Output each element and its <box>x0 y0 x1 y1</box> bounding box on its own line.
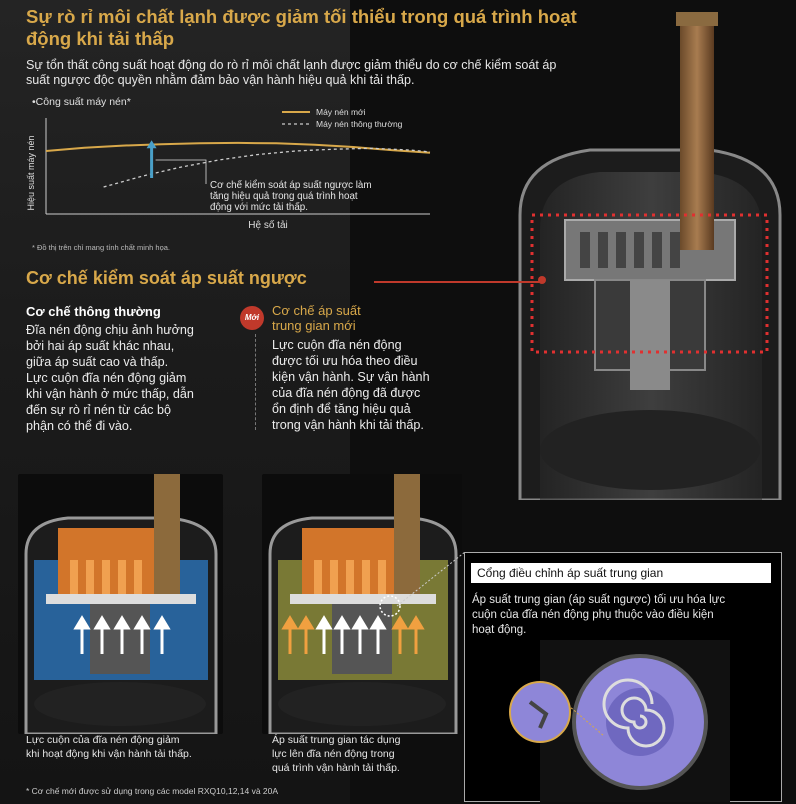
legend-label: Máy nén thông thường <box>316 119 403 129</box>
text-line: được tối ưu hóa theo điều <box>272 354 418 368</box>
caption-line: Lực cuộn của đĩa nén động giảm <box>26 734 180 746</box>
conventional-caption <box>26 733 246 761</box>
annotation-line: động với mức tải thấp. <box>210 202 308 213</box>
text-line: của đĩa nén động đã được <box>272 386 421 400</box>
column-divider <box>255 334 256 430</box>
heading-line: Cơ chế áp suất <box>272 303 361 318</box>
caption-line: lực lên đĩa nén động trong <box>272 748 395 760</box>
text-line: Áp suất trung gian (áp suất ngược) tối ưu hóa lực <box>472 594 726 606</box>
text-line: hoạt động. <box>472 624 527 636</box>
caption-line: khi hoạt động khi vận hành tải thấp. <box>26 748 192 760</box>
text-line: giữa áp suất cao và thấp. <box>26 355 169 369</box>
port-connector-line <box>395 550 470 610</box>
text-line: trong vận hành khi tải thấp. <box>272 418 424 432</box>
pointer-dot <box>538 276 546 284</box>
text-line: Đĩa nén động chịu ảnh hưởng <box>26 323 194 337</box>
section-pointer-line <box>374 281 539 283</box>
text-line: phận có thể đi vào. <box>26 419 133 433</box>
conventional-heading: Cơ chế thông thường <box>26 304 161 319</box>
chart-caption: •Công suất máy nén* <box>32 96 131 108</box>
annotation-line: tăng hiệu quả trong quá trình hoạt <box>210 191 358 202</box>
new-badge: Mới <box>240 306 264 330</box>
conventional-mechanism-illustration <box>18 474 223 734</box>
text-line: đến sự rò rỉ nén từ các bộ <box>26 403 171 417</box>
page-title: Sự rò rỉ môi chất lạnh được giảm tối thiểu trong quá trình hoạt động khi tải thấp <box>26 6 577 49</box>
scroll-plate-closeup <box>500 640 730 802</box>
caption-line: quá trình vận hành tải thấp. <box>272 762 400 774</box>
y-axis-label: Hiệu suất máy nén <box>26 135 36 211</box>
chart-footnote: * Đồ thị trên chỉ mang tính chất minh họa. <box>32 243 170 252</box>
text-line: Lực cuộn đĩa nén động <box>272 338 402 352</box>
annotation-line: Cơ chế kiểm soát áp suất ngược làm <box>210 180 372 191</box>
efficiency-chart <box>20 104 440 239</box>
new-mechanism-heading <box>272 303 422 333</box>
footnote: * Cơ chế mới được sử dụng trong các model RXQ10,12,14 và 20A <box>26 786 279 796</box>
text-line: bởi hai áp suất khác nhau, <box>26 339 175 353</box>
section-title: Cơ chế kiểm soát áp suất ngược <box>26 268 307 288</box>
intro-paragraph: Sự tổn thất công suất hoạt động do rò rỉ môi chất lạnh được giảm thiểu do cơ chế kiểm soát áp suất ngược độc quyền nhằm đảm bảo vận hành hiệu quả khi tải thấp. <box>26 58 557 87</box>
conventional-text <box>26 322 241 434</box>
port-title: Cổng điều chỉnh áp suất trung gian <box>471 563 771 583</box>
new-mechanism-text <box>272 337 462 433</box>
text-line: cuộn của đĩa nén động phụ thuộc vào điều kiện <box>472 609 714 621</box>
heading-line: trung gian mới <box>272 318 356 333</box>
port-description <box>472 593 772 638</box>
new-caption <box>272 733 462 775</box>
caption-line: Áp suất trung gian tác dụng <box>272 734 401 746</box>
text-line: Lực cuộn đĩa nén động giảm <box>26 371 187 385</box>
text-line: ổn định để tăng hiệu quả <box>272 402 411 416</box>
text-line: kiện vận hành. Sự vận hành <box>272 370 430 384</box>
text-line: khi vận hành ở mức thấp, dẫn <box>26 387 194 401</box>
x-axis-label: Hệ số tải <box>248 220 288 231</box>
legend-label: Máy nén mới <box>316 107 366 117</box>
